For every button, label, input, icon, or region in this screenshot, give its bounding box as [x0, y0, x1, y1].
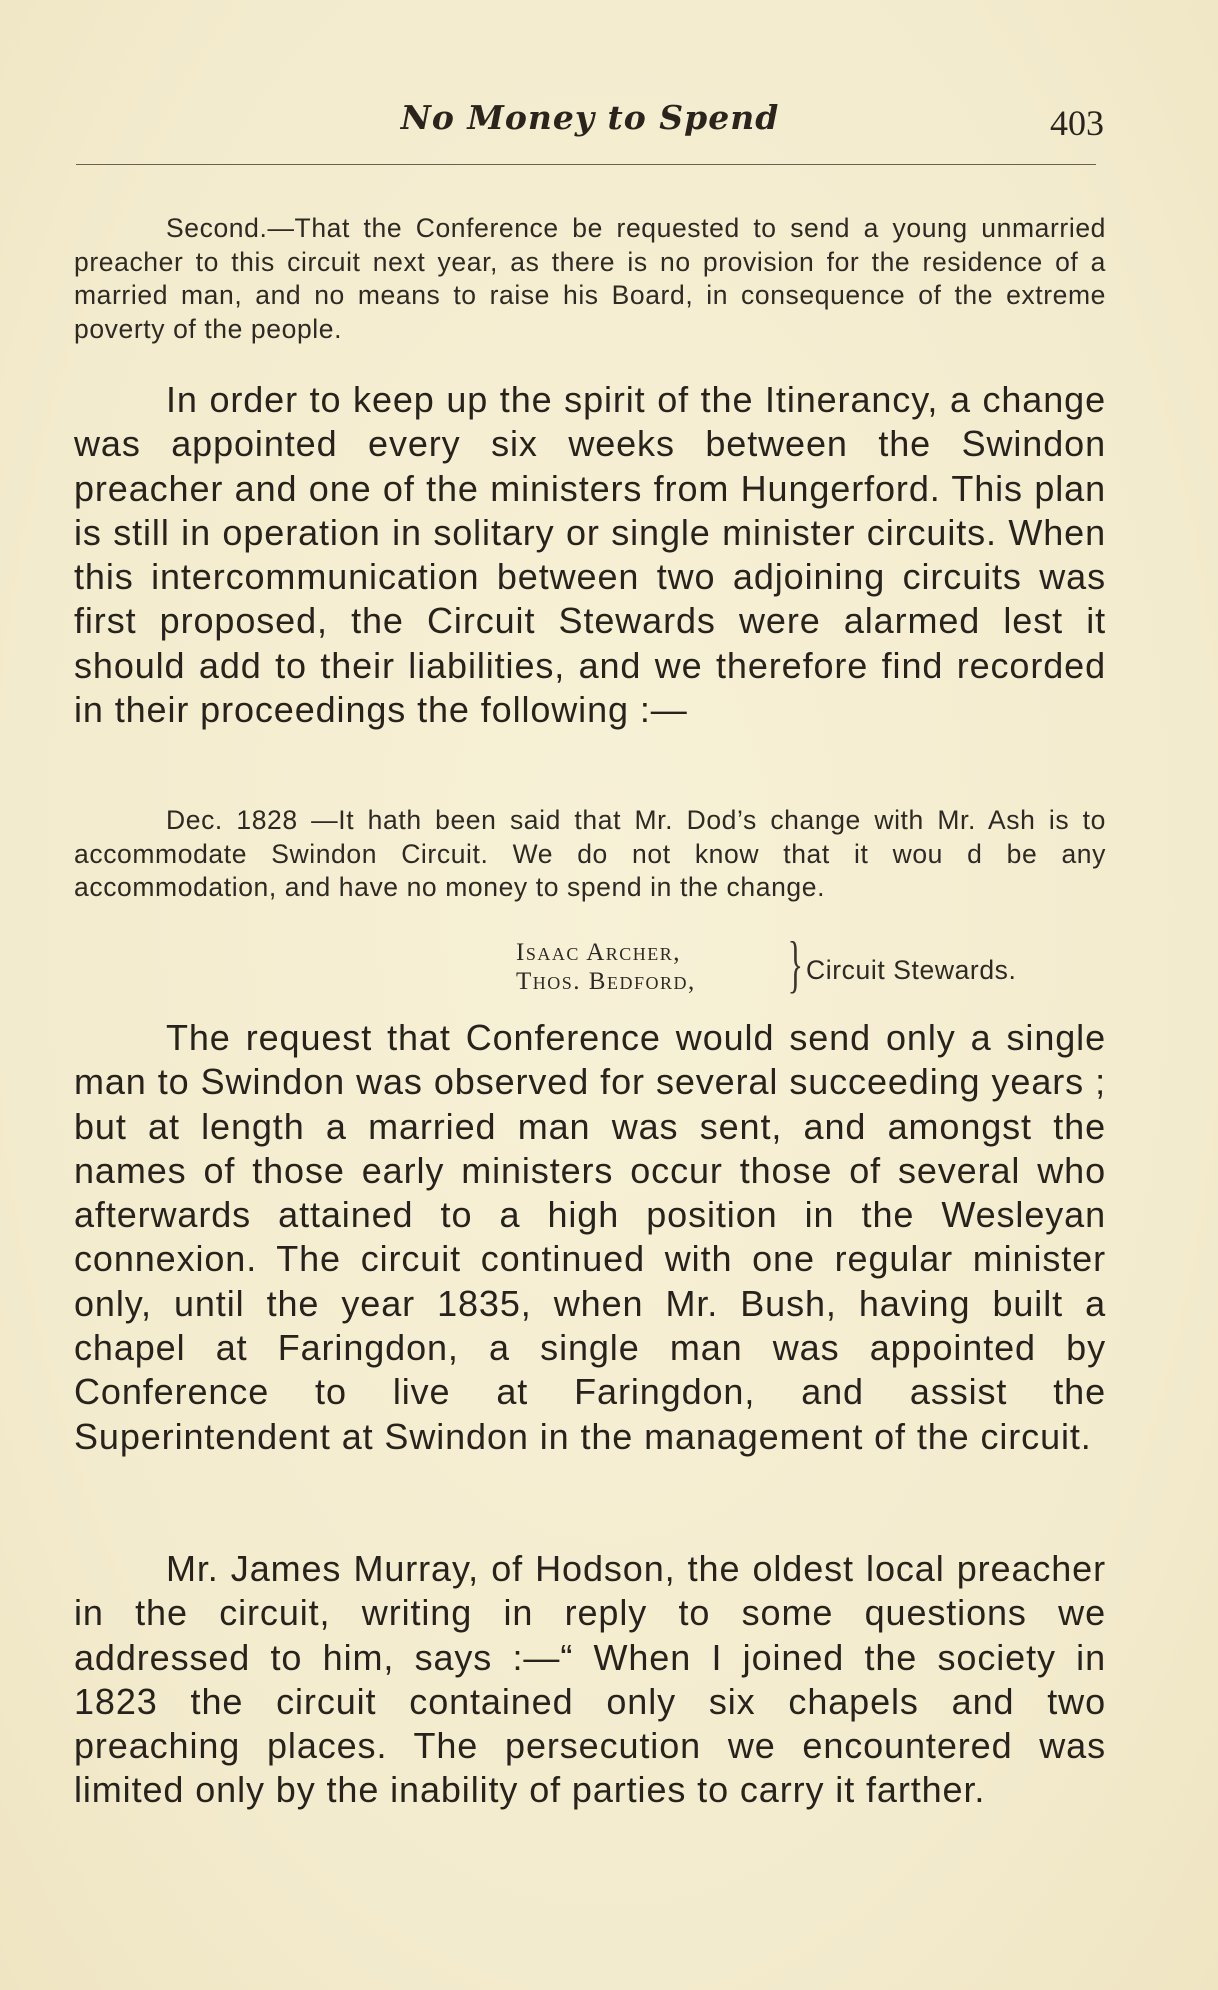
paragraph-single-man-request: The request that Conference would send only a single man to Swindon was observed for several succeeding years ; but at length a married man was sent, and amongst the names of those early ministers occur those of several who afterwards attained to a high position in the Wesleyan connexion. The circuit continued with one regular minister only, until the year 1835, when Mr. Bush, having built a chapel at Faringdon, a single man was appointed by Conference to live at Faringdon, and assist the Superintendent at Swindon in the management of the circuit. [74, 1017, 1106, 1457]
steward-name-bedford: Thos. Bedford, [516, 968, 696, 995]
signature-block [516, 928, 1076, 1004]
header-rule [76, 164, 1096, 165]
page-number: 403 [1050, 103, 1104, 143]
page-header [76, 98, 1104, 148]
paragraph-james-murray: Mr. James Murray, of Hodson, the oldest local preacher in the circuit, writing in reply to some questions we addressed to him, says :—“ When I joined the society in 1823 the circuit contained only six chapels and two preaching places. The persecution we encountered was limited only by the inability of parties to carry it farther. [74, 1548, 1106, 1811]
brace-glyph: } [787, 928, 804, 999]
quoted-minute-dec-1828: Dec. 1828 —It hath been said that Mr. Dod’s change with Mr. Ash is to accommodate Swindon Circuit. We do not know that it wou d be any accommodation, and have no money to spend in the change. [74, 805, 1106, 902]
quoted-resolution-second: Second.—That the Conference be requested to send a young unmarried preacher to this circuit next year, as there is no provision for the residence of a married man, and no means to raise his Board, in consequence of the extreme poverty of the people. [74, 213, 1106, 344]
steward-name-archer: Isaac Archer, [516, 939, 682, 966]
running-title: No Money to Spend [400, 98, 780, 137]
steward-names [516, 938, 696, 996]
paragraph-itinerancy: In order to keep up the spirit of the Itinerancy, a change was appointed every six weeks between the Swindon preacher and one of the ministers from Hungerford. This plan is still in operation in solitary or single minister circuits. When this intercommunication between two adjoining circuits was first proposed, the Circuit Stewards were alarmed lest it should add to their liabilities, and we therefore find recorded in their proceedings the following :— [74, 379, 1106, 731]
steward-role: Circuit Stewards. [806, 955, 1017, 985]
